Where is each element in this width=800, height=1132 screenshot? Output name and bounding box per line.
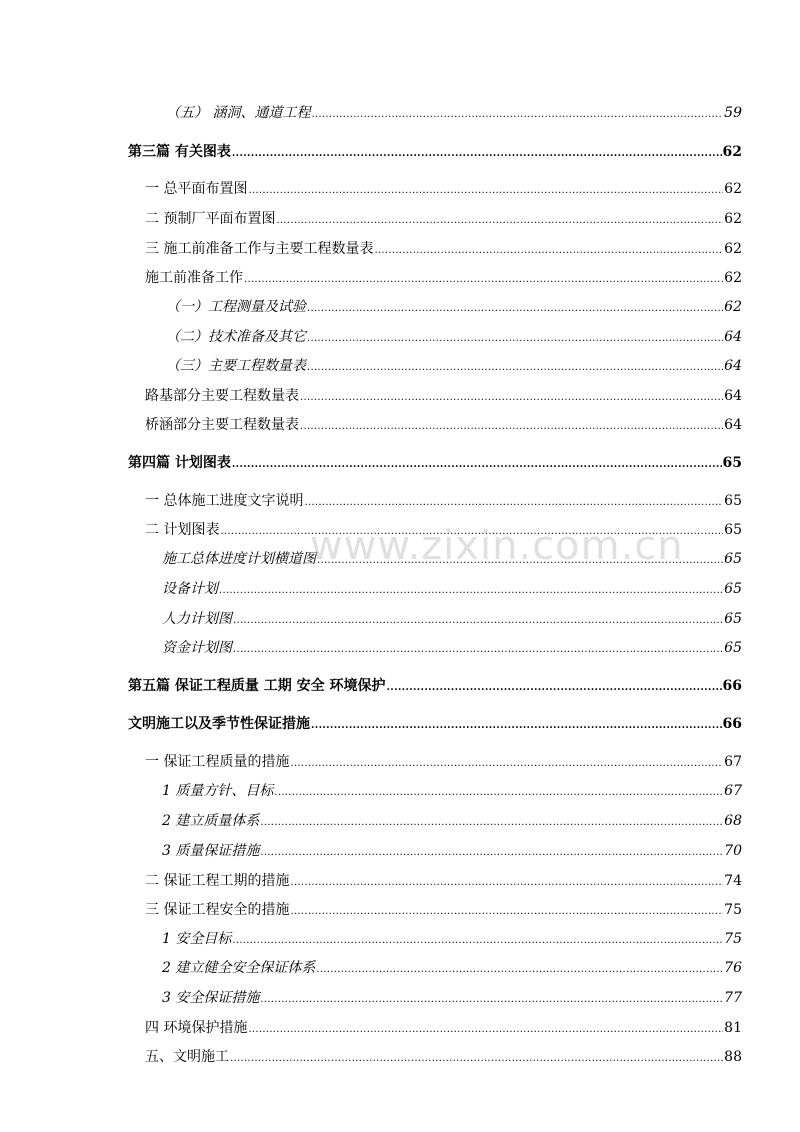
toc-entry-page: 64: [724, 417, 742, 433]
toc-entry-title: 人力计划图: [162, 611, 232, 627]
toc-entry-page: 66: [722, 678, 742, 694]
toc-entry-title: 三 保证工程安全的措施: [145, 902, 290, 918]
toc-entry-title: 2 建立质量体系: [162, 813, 260, 829]
toc-entry[interactable]: [145, 872, 742, 892]
toc-entry-title: 2 建立健全安全保证体系: [162, 960, 316, 976]
toc-entry[interactable]: [166, 104, 742, 124]
toc-entry[interactable]: [145, 901, 742, 921]
toc-entry[interactable]: [162, 989, 742, 1009]
toc-dot-leader: [248, 1019, 723, 1039]
toc-entry-page: 62: [724, 211, 742, 227]
toc-entry[interactable]: [145, 269, 742, 289]
toc-entry-title: 1 质量方针、目标: [162, 783, 274, 799]
toc-entry-page: 66: [722, 716, 742, 732]
toc-entry[interactable]: [162, 842, 742, 862]
toc-entry[interactable]: [145, 180, 742, 200]
toc-entry-page: 70: [724, 843, 742, 859]
toc-entry[interactable]: [128, 715, 742, 735]
toc-entry-title: 三 施工前准备工作与主要工程数量表: [145, 241, 374, 257]
toc-entry-page: 77: [724, 990, 742, 1006]
toc-dot-leader: [290, 872, 723, 892]
toc-entry-title: 桥涵部分主要工程数量表: [145, 417, 299, 433]
toc-entry[interactable]: [162, 580, 742, 600]
toc-entry-page: 65: [722, 455, 742, 471]
toc-entry-page: 65: [724, 640, 742, 656]
toc-entry[interactable]: [162, 930, 742, 950]
toc-entry-title: 第五篇 保证工程质量 工期 安全 环境保护: [128, 678, 386, 694]
toc-entry-title: 1 安全目标: [162, 931, 232, 947]
toc-entry-title: 二 保证工程工期的措施: [145, 873, 290, 889]
toc-entry-page: 62: [724, 270, 742, 286]
toc-dot-leader: [307, 328, 723, 348]
toc-dot-leader: [311, 104, 723, 124]
toc-entry[interactable]: [162, 812, 742, 832]
toc-entry-title: 第三篇 有关图表: [128, 144, 231, 160]
toc-dot-leader: [311, 715, 722, 735]
toc-entry-page: 76: [724, 960, 742, 976]
toc-entry-title: 一 总体施工进度文字说明: [145, 493, 304, 509]
toc-entry-page: 65: [724, 611, 742, 627]
toc-entry[interactable]: [166, 328, 742, 348]
toc-entry-title: 四 环境保护措施: [145, 1020, 248, 1036]
toc-dot-leader: [233, 639, 723, 659]
toc-entry-page: 75: [724, 931, 742, 947]
toc-entry-title: 设备计划: [162, 581, 218, 597]
toc-entry[interactable]: [145, 240, 742, 260]
toc-entry-title: 第四篇 计划图表: [128, 455, 231, 471]
toc-entry-page: 81: [724, 1020, 742, 1036]
toc-entry-page: 65: [724, 551, 742, 567]
toc-entry[interactable]: [128, 143, 742, 163]
toc-entry-page: 74: [724, 873, 742, 889]
toc-dot-leader: [316, 959, 723, 979]
toc-dot-leader: [244, 269, 723, 289]
toc-entry[interactable]: [162, 639, 742, 659]
toc-dot-leader: [260, 842, 723, 862]
toc-dot-leader: [274, 782, 723, 802]
toc-entry[interactable]: [162, 610, 742, 630]
toc-dot-leader: [232, 454, 722, 474]
toc-dot-leader: [230, 1048, 723, 1068]
toc-entry-page: 68: [724, 813, 742, 829]
toc-entry-title: 一 保证工程质量的措施: [145, 754, 290, 770]
toc-entry[interactable]: [162, 782, 742, 802]
toc-entry-page: 65: [724, 581, 742, 597]
toc-entry-title: 3 安全保证措施: [162, 990, 260, 1006]
toc-dot-leader: [260, 812, 723, 832]
toc-entry-title: （三）主要工程数量表: [166, 358, 306, 374]
toc-dot-leader: [300, 416, 723, 436]
toc-entry[interactable]: [128, 454, 742, 474]
toc-entry-page: 65: [724, 522, 742, 538]
toc-entry[interactable]: [128, 677, 742, 697]
toc-dot-leader: [290, 901, 723, 921]
toc-entry-page: 67: [724, 754, 742, 770]
toc-entry-title: 一 总平面布置图: [145, 181, 248, 197]
toc-entry-title: 资金计划图: [162, 640, 232, 656]
toc-entry-page: 67: [724, 783, 742, 799]
toc-entry-page: 62: [722, 144, 742, 160]
toc-dot-leader: [232, 930, 723, 950]
toc-entry-title: 二 计划图表: [145, 522, 220, 538]
toc-dot-leader: [232, 143, 722, 163]
toc-dot-leader: [304, 492, 723, 512]
toc-entry[interactable]: [145, 753, 742, 773]
toc-entry-page: 88: [724, 1049, 742, 1065]
toc-entry-page: 62: [724, 299, 742, 315]
toc-entry-page: 64: [724, 358, 742, 374]
watermark-text: www.zixin.com.cn: [310, 523, 684, 569]
toc-entry[interactable]: [162, 959, 742, 979]
toc-entry-page: 65: [724, 493, 742, 509]
toc-entry-title: （二）技术准备及其它: [166, 329, 306, 345]
toc-entry-title: （一）工程测量及试验: [166, 299, 306, 315]
toc-entry[interactable]: [166, 298, 742, 318]
toc-entry-title: 文明施工以及季节性保证措施: [128, 716, 310, 732]
toc-entry[interactable]: [145, 492, 742, 512]
toc-entry-title: 五、文明施工: [145, 1049, 229, 1065]
toc-dot-leader: [374, 240, 723, 260]
toc-entry-title: 施工前准备工作: [145, 270, 243, 286]
toc-entry[interactable]: [145, 210, 742, 230]
toc-dot-leader: [290, 753, 723, 773]
toc-entry-title: 施工总体进度计划横道图: [162, 551, 316, 567]
toc-entry-page: 62: [724, 241, 742, 257]
toc-dot-leader: [233, 610, 723, 630]
toc-dot-leader: [307, 298, 723, 318]
toc-entry[interactable]: [145, 387, 742, 407]
toc-dot-leader: [300, 387, 723, 407]
toc-entry[interactable]: [145, 416, 742, 436]
toc-entry-page: 64: [724, 329, 742, 345]
toc-entry[interactable]: [145, 1048, 742, 1068]
toc-dot-leader: [307, 357, 723, 377]
toc-entry-title: 路基部分主要工程数量表: [145, 388, 299, 404]
toc-entry-page: 62: [724, 181, 742, 197]
toc-entry-page: 75: [724, 902, 742, 918]
toc-entry[interactable]: [145, 1019, 742, 1039]
toc-entry[interactable]: [166, 357, 742, 377]
toc-entry-title: （五） 涵洞、通道工程: [166, 105, 311, 121]
toc-entry-title: 3 质量保证措施: [162, 843, 260, 859]
toc-entry-title: 二 预制厂平面布置图: [145, 211, 276, 227]
toc-dot-leader: [219, 580, 723, 600]
toc-dot-leader: [248, 180, 723, 200]
toc-entry-page: 59: [724, 105, 742, 121]
toc-dot-leader: [387, 677, 722, 697]
toc-entry-page: 64: [724, 388, 742, 404]
toc-dot-leader: [276, 210, 723, 230]
toc-dot-leader: [260, 989, 723, 1009]
